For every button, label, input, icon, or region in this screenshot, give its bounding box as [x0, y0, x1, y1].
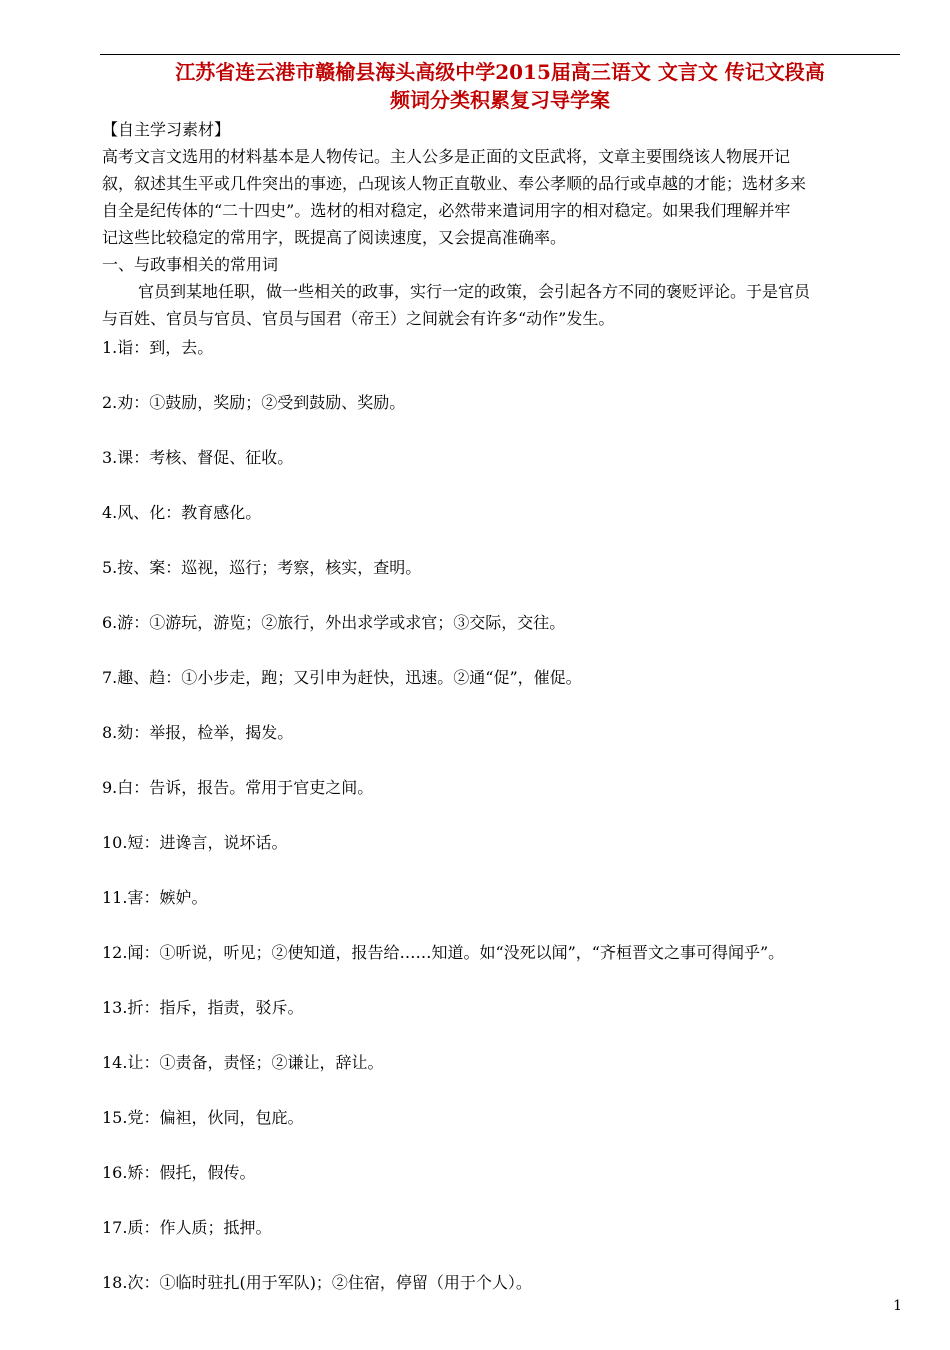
list-item: 1.诣：到，去。 — [102, 338, 214, 357]
vocabulary-list — [102, 334, 902, 1324]
list-item: 15.党：偏袒，伙同，包庇。 — [102, 1108, 304, 1127]
body-text — [102, 116, 902, 332]
list-item: 6.游：①游玩，游览；②旅行，外出求学或求官；③交际，交往。 — [102, 613, 566, 632]
list-item: 3.课：考核、督促、征收。 — [102, 448, 294, 467]
intro-line: 自全是纪传体的“二十四史”。选材的相对稳定，必然带来遣词用字的相对稳定。如果我们理解并牢 — [102, 201, 791, 220]
paragraph-line: 官员到某地任职，做一些相关的政事，实行一定的政策，会引起各方不同的褒贬评论。于是官员 — [138, 282, 811, 301]
header-rule — [100, 54, 900, 55]
list-item: 18.次：①临时驻扎(用于军队)；②住宿，停留（用于个人）。 — [102, 1273, 532, 1292]
list-item: 7.趣、趋：①小步走，跑；又引申为赶快，迅速。②通“促”，催促。 — [102, 668, 582, 687]
section-heading: 一、与政事相关的常用词 — [102, 255, 279, 274]
intro-line: 高考文言文选用的材料基本是人物传记。主人公多是正面的文臣武将，文章主要围绕该人物展开记 — [102, 147, 791, 166]
list-item: 8.劾：举报，检举，揭发。 — [102, 723, 294, 742]
list-item: 5.按、案：巡视，巡行；考察，核实，查明。 — [102, 558, 422, 577]
list-item: 17.质：作人质；抵押。 — [102, 1218, 272, 1237]
title-line-2: 频词分类积累复习导学案 — [390, 88, 610, 112]
list-item: 12.闻：①听说，听见；②使知道，报告给……知道。如“没死以闻”，“齐桓晋文之事可得闻乎”。 — [102, 943, 785, 962]
intro-line: 记这些比较稳定的常用字，既提高了阅读速度，又会提高准确率。 — [102, 228, 567, 247]
document-title — [100, 58, 900, 114]
list-item: 2.劝：①鼓励，奖励；②受到鼓励、奖励。 — [102, 393, 406, 412]
list-item: 14.让：①责备，责怪；②谦让，辞让。 — [102, 1053, 384, 1072]
page-number: 1 — [893, 1298, 902, 1314]
list-item: 10.短：进谗言，说坏话。 — [102, 833, 288, 852]
title-line-1: 江苏省连云港市赣榆县海头高级中学2015届高三语文 文言文 传记文段高 — [175, 60, 825, 84]
list-item: 9.白：告诉，报告。常用于官吏之间。 — [102, 778, 374, 797]
paragraph-line: 与百姓、官员与官员、官员与国君（帝王）之间就会有许多“动作”发生。 — [102, 309, 615, 328]
list-item: 16.矫：假托，假传。 — [102, 1163, 256, 1182]
list-item: 4.风、化：教育感化。 — [102, 503, 262, 522]
list-item: 13.折：指斥，指责，驳斥。 — [102, 998, 304, 1017]
list-item: 11.害：嫉妒。 — [102, 888, 208, 907]
intro-paragraph — [102, 143, 902, 251]
section-label: 【自主学习素材】 — [102, 120, 231, 139]
intro-line: 叙，叙述其生平或几件突出的事迹，凸现该人物正直敬业、奉公孝顺的品行或卓越的才能；选材多来 — [102, 174, 807, 193]
